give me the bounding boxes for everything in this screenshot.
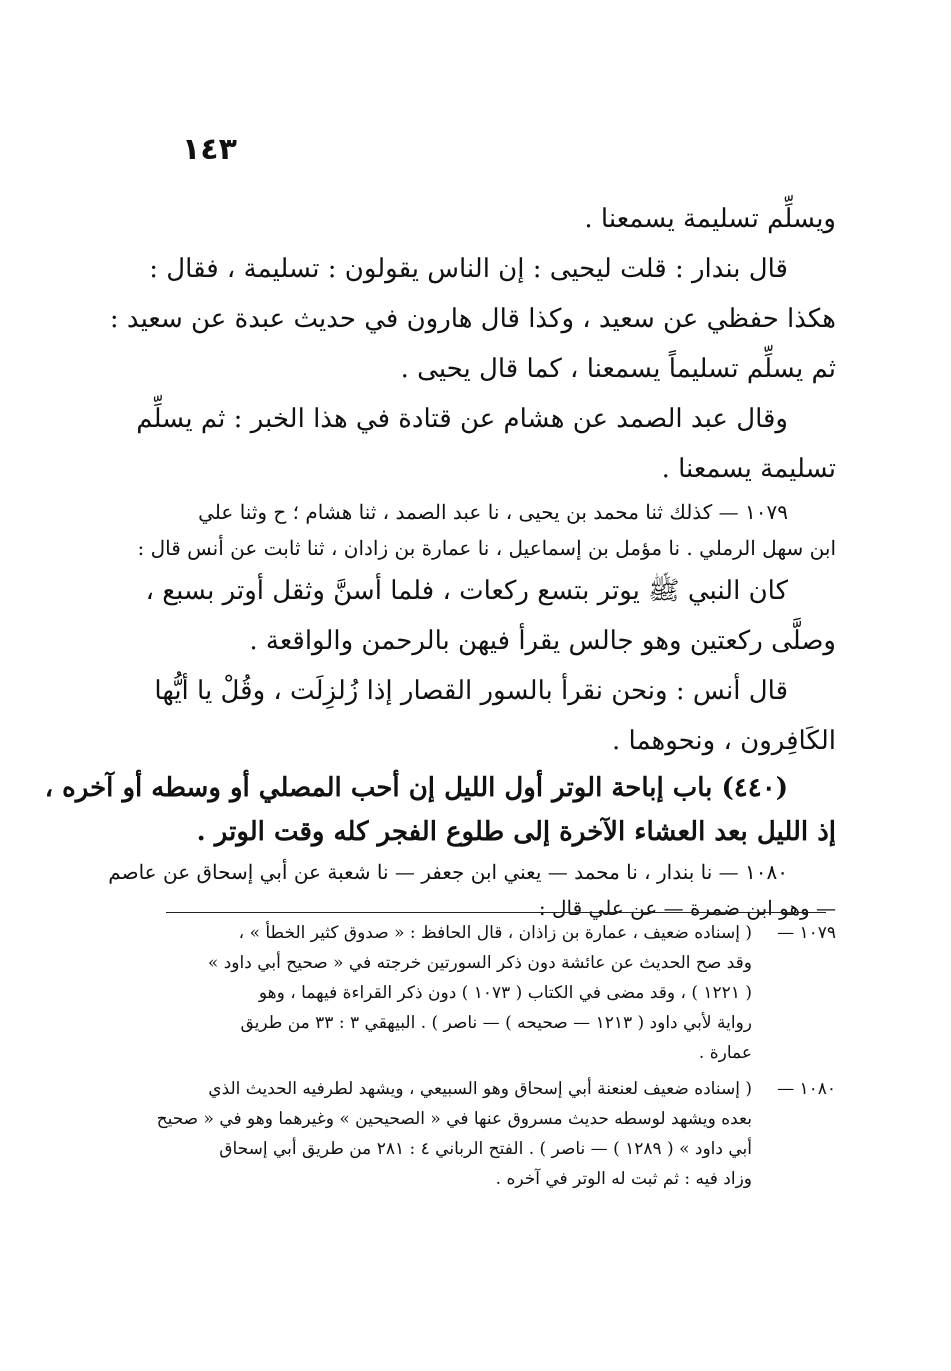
footnote-number: ١٠٧٩ —: [777, 923, 836, 943]
footnote-divider: [166, 912, 826, 913]
paragraph-abd-al-samad: [136, 394, 836, 494]
paragraph-bundar: [109, 244, 836, 394]
heading-line: (٤٤٠) باب إباحة الوتر أول الليل إن أحب المصلي أو وسطه أو آخره ،: [44, 773, 788, 803]
text-line: ويسلِّم تسليمة يسمعنا .: [584, 204, 836, 234]
text-line: قال بندار : قلت ليحيى : إن الناس يقولون : تسليمة ، فقال :: [149, 254, 788, 284]
footnote-line: بعده ويشهد لوسطه حديث مسروق عنها في « الصحيحين » وغيرهما وهو في « صحيح: [156, 1109, 752, 1129]
footnotes: [156, 918, 836, 1194]
paragraph-continuation: [166, 194, 836, 244]
text-line: هكذا حفظي عن سعيد ، وكذا قال هارون في حديث عبدة عن سعيد :: [109, 304, 836, 334]
heading-line: إذ الليل بعد العشاء الآخرة إلى طلوع الفجر كله وقت الوتر .: [196, 817, 836, 847]
footnote-line: عمارة .: [698, 1043, 752, 1063]
footnote-line: وزاد فيه : ثم ثبت له الوتر في آخره .: [495, 1169, 752, 1189]
text-line: الكَافِرون ، ونحوهما .: [612, 726, 836, 756]
page-number: ١٤٣: [182, 132, 237, 167]
chapter-heading-440: [44, 766, 836, 854]
text-line: وصلَّى ركعتين وهو جالس يقرأ فيهن بالرحمن والواقعة .: [249, 626, 836, 656]
text-line: تسليمة يسمعنا .: [661, 454, 836, 484]
text-line: — وهو ابن ضمرة — عن علي قال :: [538, 896, 836, 920]
footnote-line: أبي داود » ( ١٢٨٩ ) — ناصر ) . الفتح الرباني ٤ : ٢٨١ من طريق أبي إسحاق: [219, 1139, 752, 1159]
footnote-line: ( إسناده ضعيف ، عمارة بن زاذان ، قال الحافظ : « صدوق كثير الخطأ » ،: [238, 923, 752, 943]
text-line: قال أنس : ونحن نقرأ بالسور القصار إذا زُلزِلَت ، وقُلْ يا أيُّها: [154, 676, 788, 706]
footnote-line: ( ١٢٢١ ) ، وقد مضى في الكتاب ( ١٠٧٣ ) دون ذكر القراءة فيهما ، وهو: [258, 983, 752, 1003]
hadith-1079-matn: [145, 566, 836, 666]
footnote-line: رواية لأبي داود ( ١٢١٣ — صحيحه ) — ناصر ) . البيهقي ٣ : ٣٣ من طريق: [240, 1013, 752, 1033]
footnote-1080: [156, 1074, 836, 1194]
text-line: كان النبي ﷺ يوتر بتسع ركعات ، فلما أسنَّ وثقل أوتر بسبع ،: [145, 576, 788, 606]
text-line: ثم يسلِّم تسليماً يسمعنا ، كما قال يحيى .: [400, 354, 836, 384]
footnote-line: وقد صح الحديث عن عائشة دون ذكر السورتين خرجته في « صحيح أبي داود »: [207, 953, 752, 973]
text-line: ١٠٨٠ — نا بندار ، نا محمد — يعني ابن جعفر — نا شعبة عن أبي إسحاق عن عاصم: [108, 860, 788, 884]
hadith-1080-isnad: [108, 854, 836, 926]
text-line: ١٠٧٩ — كذلك ثنا محمد بن يحيى ، نا عبد الصمد ، ثنا هشام ؛ ح وثنا علي: [198, 500, 788, 524]
hadith-1079-isnad: [137, 494, 836, 566]
paragraph-anas: [154, 666, 836, 766]
footnote-1079: [166, 918, 836, 1068]
text-line: ابن سهل الرملي . نا مؤمل بن إسماعيل ، نا عمارة بن زادان ، ثنا ثابت عن أنس قال :: [137, 536, 836, 560]
text-line: وقال عبد الصمد عن هشام عن قتادة في هذا الخبر : ثم يسلِّم: [136, 404, 788, 434]
main-text: [44, 194, 836, 926]
footnote-line: ( إسناده ضعيف لعنعنة أبي إسحاق وهو السبيعي ، ويشهد لطرفيه الحديث الذي: [208, 1079, 752, 1099]
footnote-number: ١٠٨٠ —: [777, 1079, 836, 1099]
